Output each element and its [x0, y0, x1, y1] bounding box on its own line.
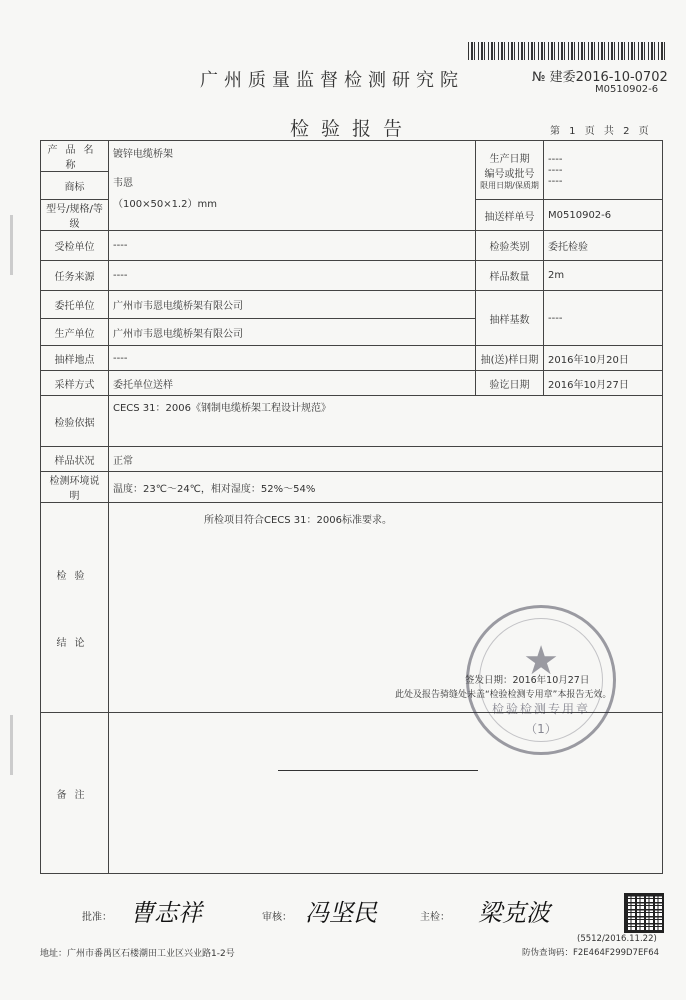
label-batch: 编号或批号 — [484, 168, 535, 180]
label-trademark: 商标 — [41, 172, 109, 200]
barcode — [468, 42, 666, 60]
seal-number: （1） — [525, 722, 557, 736]
test-date: 2016年10月27日 — [544, 371, 663, 396]
remarks-line — [278, 770, 478, 771]
report-title: 检验报告 — [290, 118, 415, 140]
product-trademark: 韦恩 — [113, 178, 133, 189]
entrust-unit: 广州市韦恩电缆桥架有限公司 — [109, 291, 476, 319]
label-model: 型号/规格/等级 — [41, 200, 109, 231]
seal-text: 检验检测专用章 — [491, 702, 590, 716]
sample-qty: 2m — [544, 261, 663, 291]
report-table — [40, 140, 663, 874]
label-remarks: 备注 — [41, 713, 109, 874]
institute-name: 广州质量监督检测研究院 — [200, 70, 464, 91]
label-product-name: 产品名称 — [41, 141, 109, 172]
basis: CECS 31：2006《钢制电缆桥架工程设计规范》 — [109, 396, 663, 447]
label-environment: 检测环境说明 — [41, 472, 109, 503]
review-label: 审核： — [262, 912, 292, 923]
page-info: 第 1 页 共 2 页 — [550, 126, 649, 137]
report-code: M0510902-6 — [595, 84, 659, 95]
prod-date: ---- — [548, 153, 563, 165]
form-code: (5512/2016.11.22) — [577, 934, 657, 944]
batch: ---- — [548, 164, 563, 176]
sampling-method: 委托单位送样 — [109, 371, 476, 396]
issue-date: 签发日期：2016年10月27日 — [465, 675, 590, 686]
label-task-source: 任务来源 — [41, 261, 109, 291]
sample-base: ---- — [544, 291, 663, 346]
label-send-date: 抽(送)样日期 — [476, 346, 544, 371]
seal-note: 此处及报告骑缝处未盖“检验检测专用章”本报告无效。 — [395, 690, 612, 700]
label-test-date: 验讫日期 — [476, 371, 544, 396]
label-condition: 样品状况 — [41, 447, 109, 472]
product-block — [109, 141, 476, 231]
main-inspector-label: 主检： — [420, 912, 450, 923]
sample-no: M0510902-6 — [544, 200, 663, 231]
label-sampling-site: 抽样地点 — [41, 346, 109, 371]
label-sampling-method: 采样方式 — [41, 371, 109, 396]
label-sample-no: 抽送样单号 — [476, 200, 544, 231]
label-prod-date: 生产日期 — [489, 153, 530, 165]
producer: 广州市韦恩电缆桥架有限公司 — [109, 319, 476, 346]
binding-hole-bottom — [10, 715, 27, 775]
label-conclusion-2: 结论 — [56, 637, 93, 649]
main-inspector-signature: 梁克波 — [478, 899, 550, 927]
conclusion-text: 所检项目符合CECS 31：2006标准要求。 — [204, 515, 392, 526]
label-producer: 生产单位 — [41, 319, 109, 346]
label-test-type: 检验类别 — [476, 231, 544, 261]
qr-code-icon — [624, 893, 664, 933]
sampling-site: ---- — [109, 346, 476, 371]
product-name: 镀锌电缆桥架 — [113, 149, 173, 160]
label-basis: 检验依据 — [41, 396, 109, 447]
label-use-date: 限用日期/保质期 — [480, 180, 539, 190]
approve-label: 批准： — [82, 912, 112, 923]
environment: 温度：23℃～24℃，相对湿度：52%～54% — [109, 472, 663, 503]
inspected-unit: ---- — [109, 231, 476, 261]
label-sample-base: 抽样基数 — [476, 291, 544, 346]
product-model: （100×50×1.2）mm — [113, 199, 217, 210]
approve-signature: 曹志祥 — [130, 899, 202, 927]
condition: 正常 — [109, 447, 663, 472]
label-entrust-unit: 委托单位 — [41, 291, 109, 319]
label-sample-qty: 样品数量 — [476, 261, 544, 291]
label-inspected-unit: 受检单位 — [41, 231, 109, 261]
report-number: № 建委2016-10-0702 — [532, 70, 668, 85]
address: 地址：广州市番禺区石楼潮田工业区兴业路1-2号 — [40, 949, 235, 959]
review-signature: 冯坚民 — [305, 899, 377, 927]
label-conclusion — [41, 503, 109, 713]
seal-star-icon: ★ — [523, 638, 559, 684]
use-date: ---- — [548, 175, 563, 187]
task-source: ---- — [109, 261, 476, 291]
anti-fake-code: 防伪查询码：F2E464F299D7EF64 — [522, 948, 660, 958]
test-type: 委托检验 — [544, 231, 663, 261]
date-values — [544, 141, 663, 200]
binding-hole-top — [10, 215, 27, 275]
label-conclusion-1: 检验 — [56, 570, 93, 582]
date-labels — [476, 141, 544, 200]
send-date: 2016年10月20日 — [544, 346, 663, 371]
